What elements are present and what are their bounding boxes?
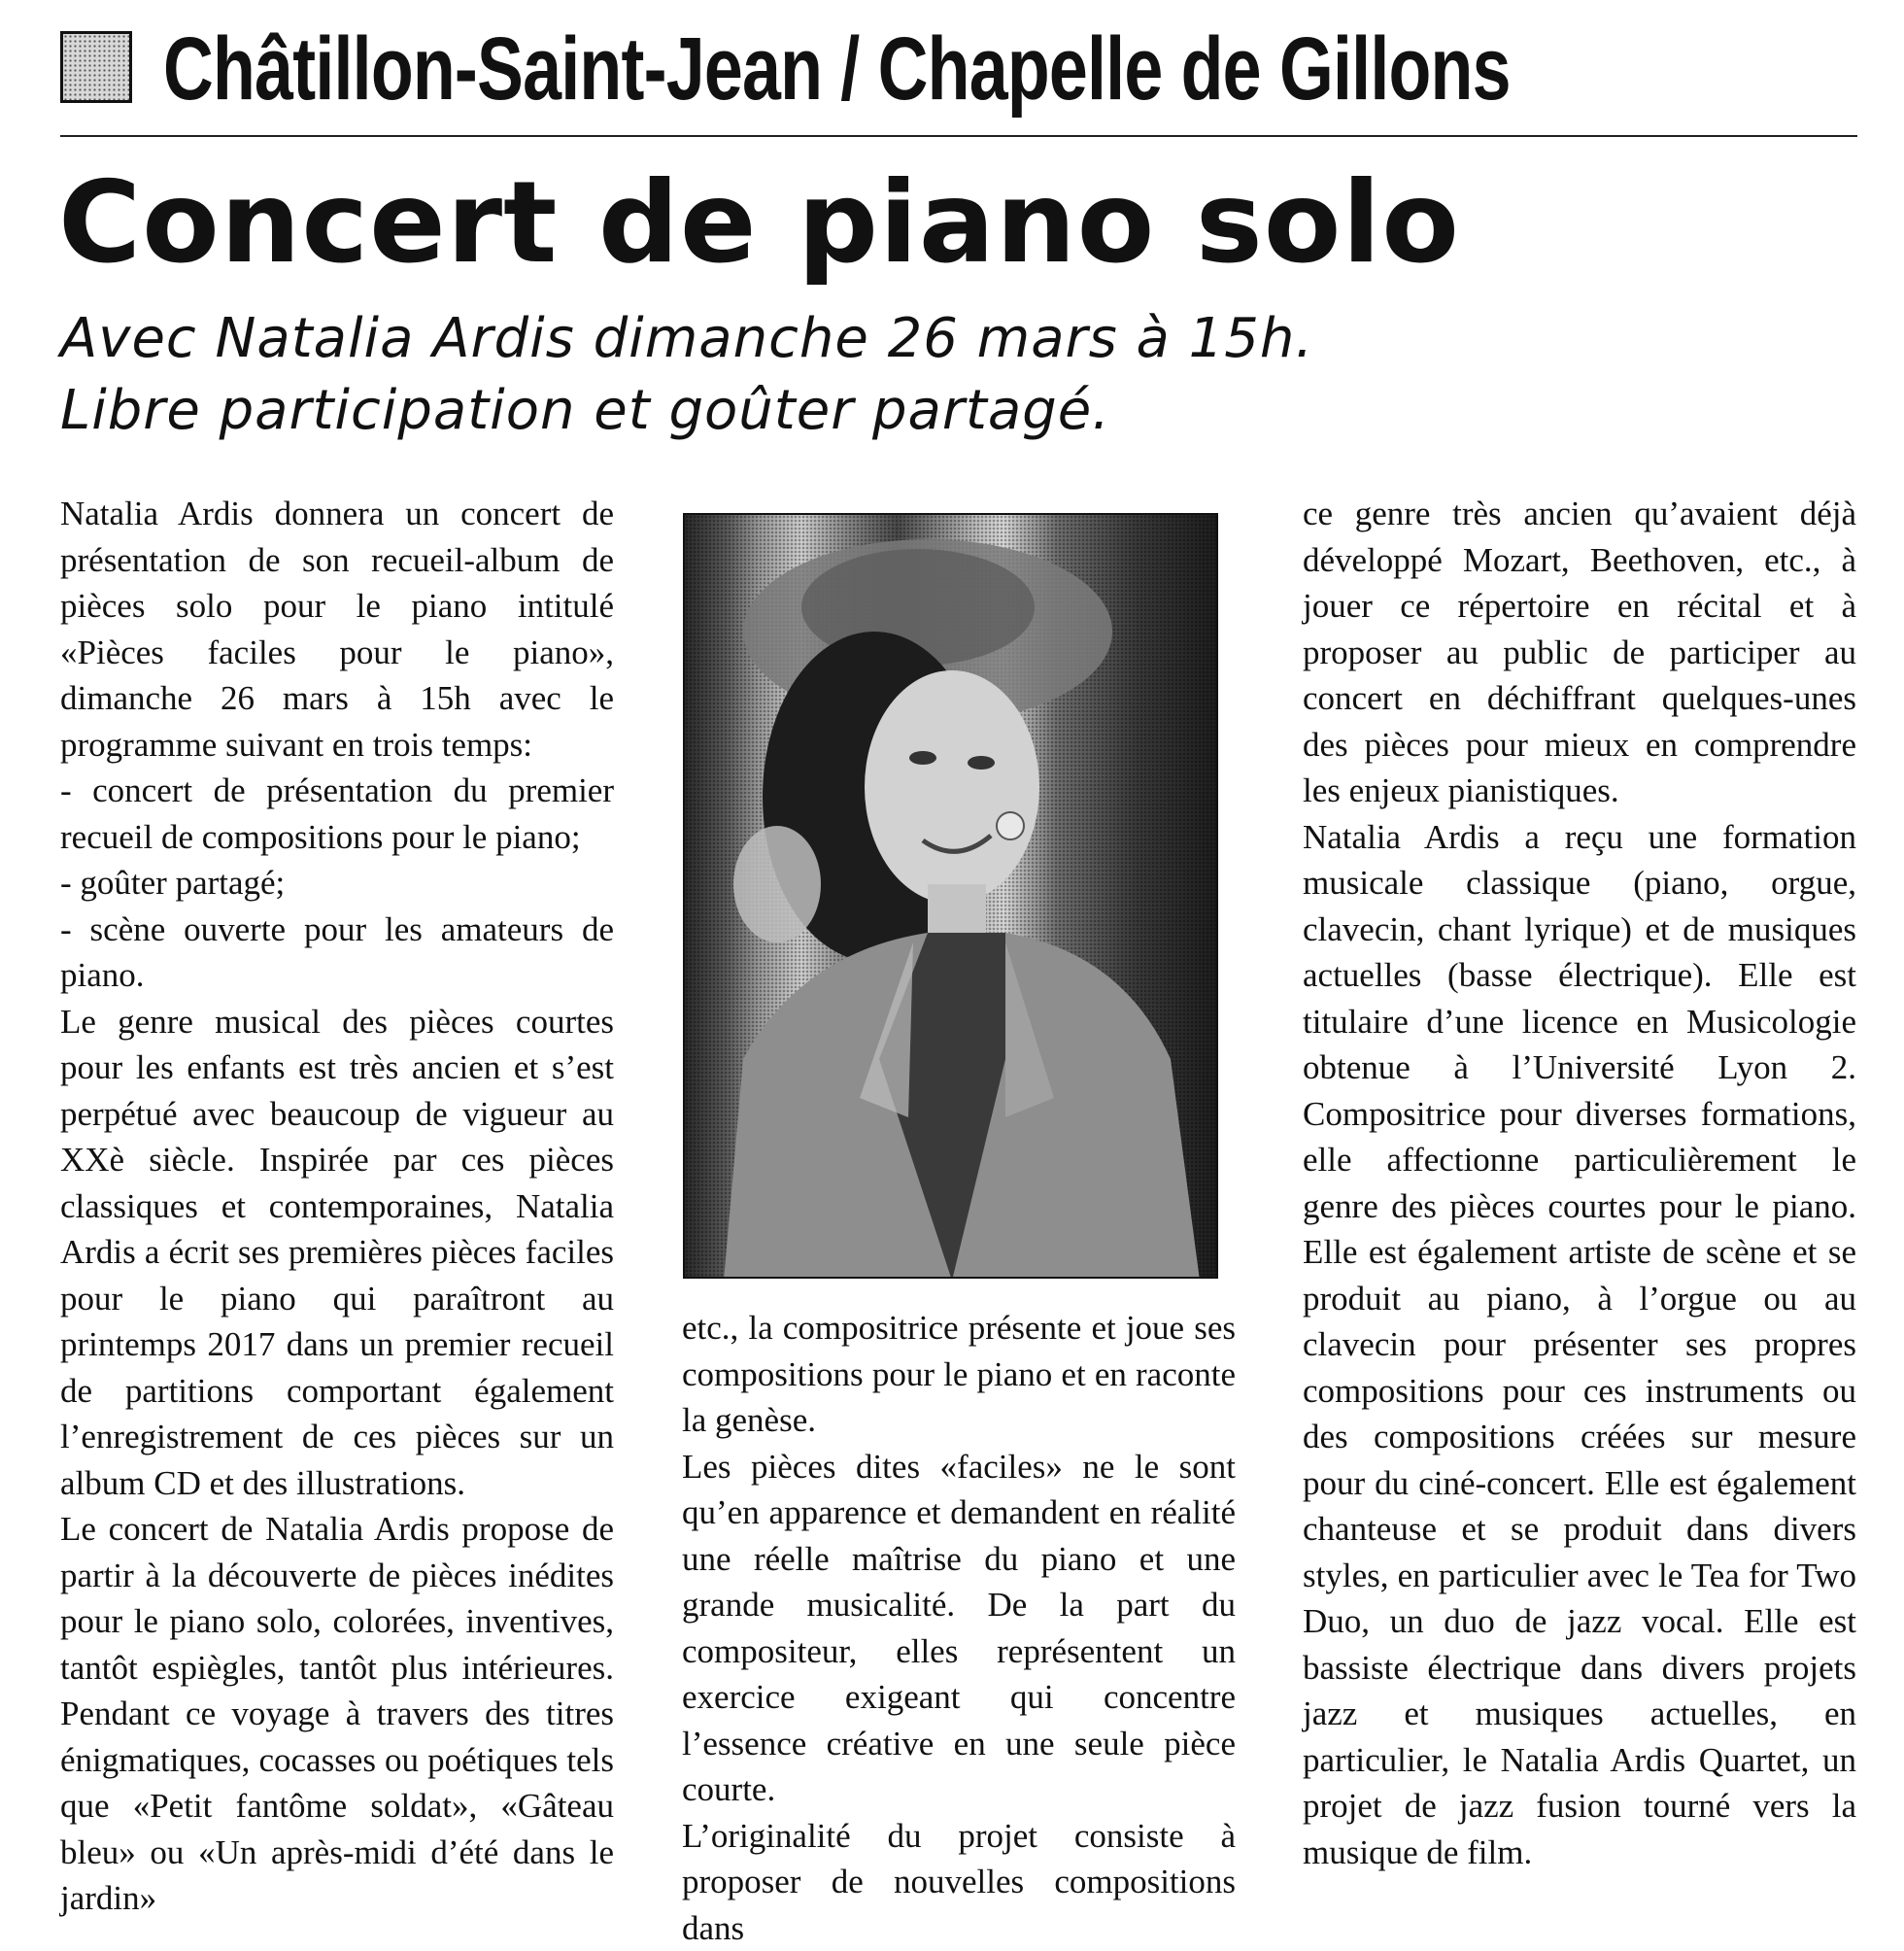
paragraph: L’originalité du projet consiste à proposer de nouvelles compositions dans	[682, 1813, 1236, 1951]
paragraph: Natalia Ardis donnera un concert de présentation de son recueil-album de pièces solo pour le piano intitulé «Pièces faciles pour le piano», dimanche 26 mars à 15h avec le programme suivant en trois temps:	[60, 491, 614, 768]
headline: Concert de piano solo	[58, 155, 1460, 291]
subhead-line-1: Avec Natalia Ardis dimanche 26 mars à 15h.	[60, 303, 1313, 375]
article-column-1	[60, 491, 614, 1922]
header-rule	[60, 135, 1857, 137]
paragraph: Les pièces dites «faciles» ne le sont qu’en apparence et demandent en réalité une réelle maîtrise du piano et une grande musicalité. De la part du compositeur, elles représentent un exercice exigeant qui concentre l’essence créative en une seule pièce courte.	[682, 1444, 1236, 1813]
kicker-location: Châtillon-Saint-Jean / Chapelle de Gillons	[163, 16, 1511, 122]
portrait-photo	[683, 513, 1218, 1279]
paragraph: - scène ouverte pour les amateurs de piano.	[60, 907, 614, 999]
paragraph: - concert de présentation du premier recueil de compositions pour le piano;	[60, 768, 614, 860]
section-marker-box	[60, 31, 132, 103]
article-column-3	[1303, 491, 1856, 1875]
subhead-line-2: Libre participation et goûter partagé.	[60, 375, 1313, 447]
paragraph: Le genre musical des pièces courtes pour les enfants est très ancien et s’est perpétué avec beaucoup de vigueur au XXè siècle. Inspirée par ces pièces classiques et contemporaines, Natalia Ardis a écrit ses premières pièces faciles pour le piano qui paraîtront au printemps 2017 dans un premier recueil de partitions comportant également l’enregistrement de ces pièces sur un album CD et des illustrations.	[60, 999, 614, 1507]
portrait-illustration	[685, 515, 1218, 1279]
paragraph: Natalia Ardis a reçu une formation musicale classique (piano, orgue, clavecin, chant lyrique) et de musiques actuelles (basse électrique). Elle est titulaire d’une licence en Musicologie obtenue à l’Université Lyon 2. Compositrice pour diverses formations, elle affectionne particulièrement le genre des pièces courtes pour le piano. Elle est également artiste de scène et se produit au piano, à l’orgue ou au clavecin pour présenter ses propres compositions pour ces instruments ou des compositions créées sur mesure pour du ciné-concert. Elle est également chanteuse et se produit dans divers styles, en particulier avec le Tea for Two Duo, un duo de jazz vocal. Elle est bassiste électrique dans divers projets jazz et musiques actuelles, en particulier, le Natalia Ardis Quartet, un projet de jazz fusion tourné vers la musique de film.	[1303, 814, 1856, 1876]
subhead	[60, 303, 1313, 447]
paragraph: Le concert de Natalia Ardis propose de partir à la découverte de pièces inédites pour le piano solo, colorées, inventives, tantôt espiègles, tantôt plus intérieures. Pendant ce voyage à travers des titres énigmatiques, cocasses ou poétiques tels que «Petit fantôme soldat», «Gâteau bleu» ou «Un après-midi d’été dans le jardin»	[60, 1506, 614, 1922]
paragraph: - goûter partagé;	[60, 860, 614, 907]
paragraph: etc., la compositrice présente et joue ses compositions pour le piano et en raconte la genèse.	[682, 1305, 1236, 1444]
article-column-2	[682, 1305, 1236, 1951]
paragraph: ce genre très ancien qu’avaient déjà développé Mozart, Beethoven, etc., à jouer ce répertoire en récital et à proposer au public de participer au concert en déchiffrant quelques-unes des pièces pour mieux en comprendre les enjeux pianistiques.	[1303, 491, 1856, 814]
